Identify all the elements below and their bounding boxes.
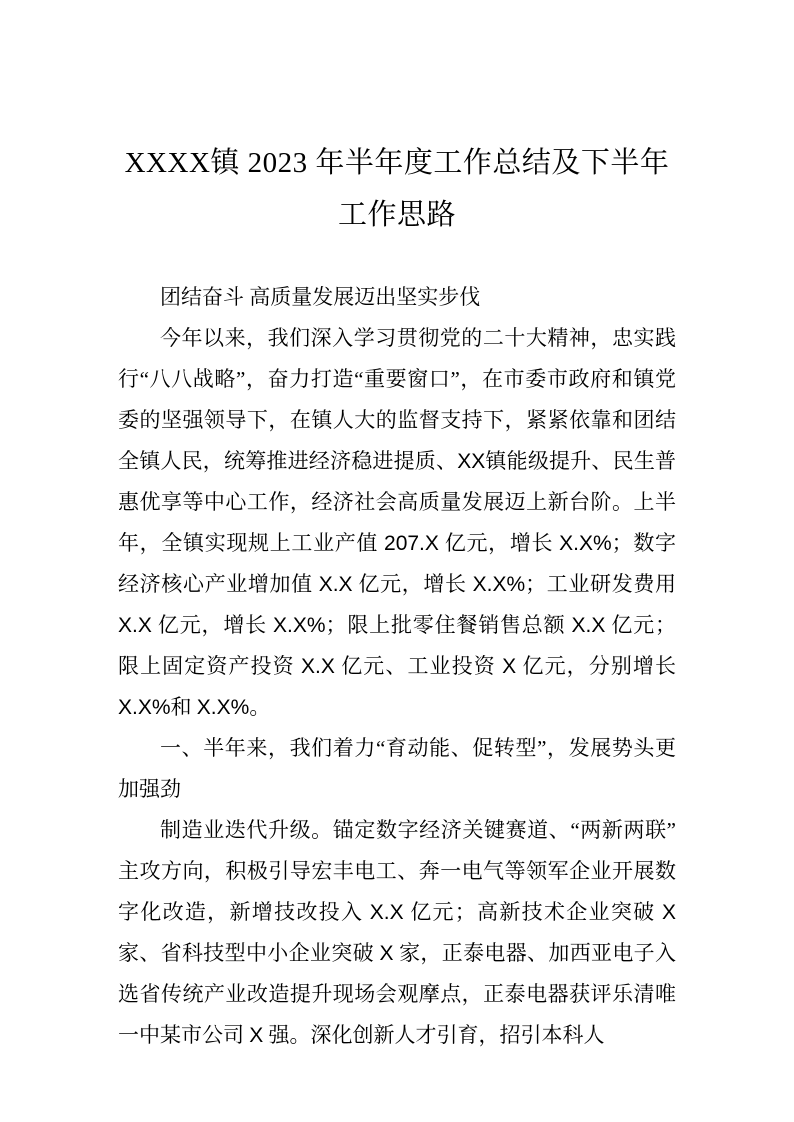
- document-body: [118, 277, 676, 1056]
- paragraph-overview: 今年以来，我们深入学习贯彻党的二十大精神，忠实践行“八八战略”，奋力打造“重要窗口”，在市委市政府和镇党委的坚强领导下，在镇人大的监督支持下，紧紧依靠和团结全镇人民，统筹推进经济稳进提质、XX镇能级提升、民生普惠优享等中心工作，经济社会高质量发展迈上新台阶。上半年，全镇实现规上工业产值 207.X 亿元，增长 X.X%；数字经济核心产业增加值 X.X 亿元，增长 X.X%；工业研发费用 X.X 亿元，增长 X.X%；限上批零住餐销售总额 X.X 亿元；限上固定资产投资 X.X 亿元、工业投资 X 亿元，分别增长 X.X%和 X.X%。: [118, 326, 677, 719]
- paragraph-manufacturing: 制造业迭代升级。锚定数字经济关键赛道、“两新两联”主攻方向，积极引导宏丰电工、奔一电气等领军企业开展数字化改造，新增技改投入 X.X 亿元；高新技术企业突破 X 家、省科技型中小企业突破 X 家，正泰电器、加西亚电子入选省传统产业改造提升现场会观摩点，正泰电器获评乐清唯一中某市公司 X 强。深化创新人才引育，招引本科人: [118, 818, 677, 1047]
- section-heading-one: 一、半年来，我们着力“育动能、促转型”，发展势头更加强劲: [118, 736, 676, 801]
- document-title: XXXX镇 2023 年半年度工作总结及下半年工作思路: [124, 147, 670, 231]
- document-subtitle: 团结奋斗 高质量发展迈出坚实步伐: [160, 285, 481, 309]
